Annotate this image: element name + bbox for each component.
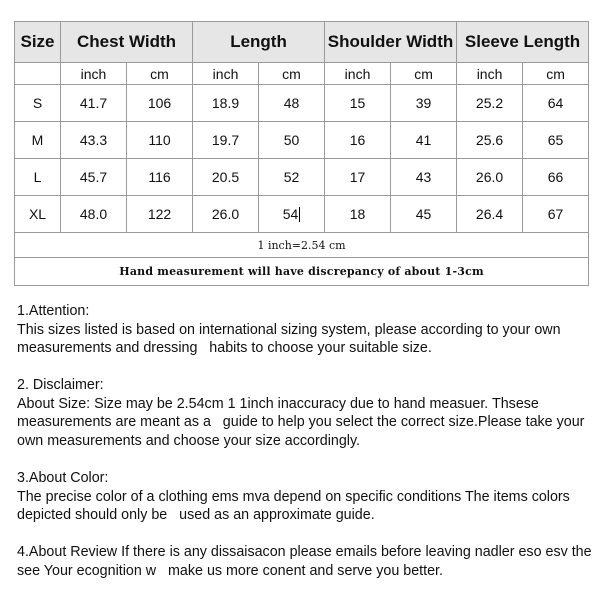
note-body: The precise color of a clothing ems mva depend on specific conditions The items colors depicted should only be used as an approximate guide. bbox=[17, 488, 574, 524]
size-label: XL bbox=[15, 196, 61, 233]
note-attention bbox=[17, 302, 592, 358]
table-cell: 48 bbox=[259, 85, 325, 122]
table-cell-editing[interactable] bbox=[259, 196, 325, 233]
table-cell: 26.0 bbox=[457, 159, 523, 196]
table-cell: 116 bbox=[127, 159, 193, 196]
table-cell: 20.5 bbox=[193, 159, 259, 196]
table-cell: 25.2 bbox=[457, 85, 523, 122]
table-row bbox=[15, 196, 589, 233]
measurement-note: Hand measurement will have discrepancy of about 1-3cm bbox=[15, 258, 589, 286]
table-cell: 41 bbox=[391, 122, 457, 159]
size-label: L bbox=[15, 159, 61, 196]
conversion-note: 1 inch=2.54 cm bbox=[15, 233, 589, 258]
header-sleeve-length: Sleeve Length bbox=[457, 22, 589, 63]
table-cell: 52 bbox=[259, 159, 325, 196]
units-row bbox=[15, 63, 589, 85]
table-cell: 48.0 bbox=[61, 196, 127, 233]
table-header-row bbox=[15, 22, 589, 63]
table-cell: 18.9 bbox=[193, 85, 259, 122]
unit-cell: cm bbox=[391, 63, 457, 85]
note-body: 4.About Review If there is any dissaisacon please emails before leaving nadler eso esv the see Your ecognition w make us more conent and serve you better. bbox=[17, 544, 596, 580]
table-cell: 66 bbox=[523, 159, 589, 196]
table-cell: 110 bbox=[127, 122, 193, 159]
unit-cell: cm bbox=[259, 63, 325, 85]
table-cell: 16 bbox=[325, 122, 391, 159]
units-blank bbox=[15, 63, 61, 85]
table-cell: 65 bbox=[523, 122, 589, 159]
notes-section bbox=[17, 302, 596, 599]
measurement-row bbox=[15, 258, 589, 286]
table-cell: 26.0 bbox=[193, 196, 259, 233]
table-cell: 43 bbox=[391, 159, 457, 196]
table-cell: 25.6 bbox=[457, 122, 523, 159]
table-cell: 122 bbox=[127, 196, 193, 233]
table-cell: 18 bbox=[325, 196, 391, 233]
table-cell: 41.7 bbox=[61, 85, 127, 122]
table-row bbox=[15, 85, 589, 122]
table-row bbox=[15, 159, 589, 196]
size-chart bbox=[14, 21, 588, 286]
table-cell: 45 bbox=[391, 196, 457, 233]
size-table bbox=[14, 21, 589, 286]
note-disclaimer bbox=[17, 376, 592, 450]
table-row bbox=[15, 122, 589, 159]
header-shoulder-width: Shoulder Width bbox=[325, 22, 457, 63]
table-cell: 45.7 bbox=[61, 159, 127, 196]
note-color bbox=[17, 469, 592, 525]
table-cell: 43.3 bbox=[61, 122, 127, 159]
header-length: Length bbox=[193, 22, 325, 63]
unit-cell: inch bbox=[61, 63, 127, 85]
text-cursor bbox=[299, 207, 300, 222]
note-title: 1.Attention: bbox=[17, 303, 90, 319]
table-cell: 50 bbox=[259, 122, 325, 159]
unit-cell: cm bbox=[127, 63, 193, 85]
unit-cell: inch bbox=[457, 63, 523, 85]
note-body: About Size: Size may be 2.54cm 1 1inch inaccuracy due to hand measuer. Thsese measurements are meant as a guide to help you select the correct size.Please take your own measurements and choose your size accordingly. bbox=[17, 395, 589, 450]
unit-cell: inch bbox=[193, 63, 259, 85]
table-cell: 17 bbox=[325, 159, 391, 196]
table-cell: 26.4 bbox=[457, 196, 523, 233]
conversion-row bbox=[15, 233, 589, 258]
table-cell-value: 54 bbox=[282, 205, 299, 222]
note-body: This sizes listed is based on international sizing system, please according to your own measurements and dressing habits to choose your suitable size. bbox=[17, 321, 565, 357]
table-cell: 19.7 bbox=[193, 122, 259, 159]
unit-cell: cm bbox=[523, 63, 589, 85]
table-cell: 15 bbox=[325, 85, 391, 122]
note-review bbox=[17, 543, 596, 580]
header-size: Size bbox=[15, 22, 61, 63]
size-label: S bbox=[15, 85, 61, 122]
size-label: M bbox=[15, 122, 61, 159]
table-cell: 64 bbox=[523, 85, 589, 122]
header-chest-width: Chest Width bbox=[61, 22, 193, 63]
note-title: 3.About Color: bbox=[17, 470, 109, 487]
unit-cell: inch bbox=[325, 63, 391, 85]
table-cell: 39 bbox=[391, 85, 457, 122]
table-cell: 106 bbox=[127, 85, 193, 122]
note-title: 2. Disclaimer: bbox=[17, 377, 104, 394]
table-cell: 67 bbox=[523, 196, 589, 233]
